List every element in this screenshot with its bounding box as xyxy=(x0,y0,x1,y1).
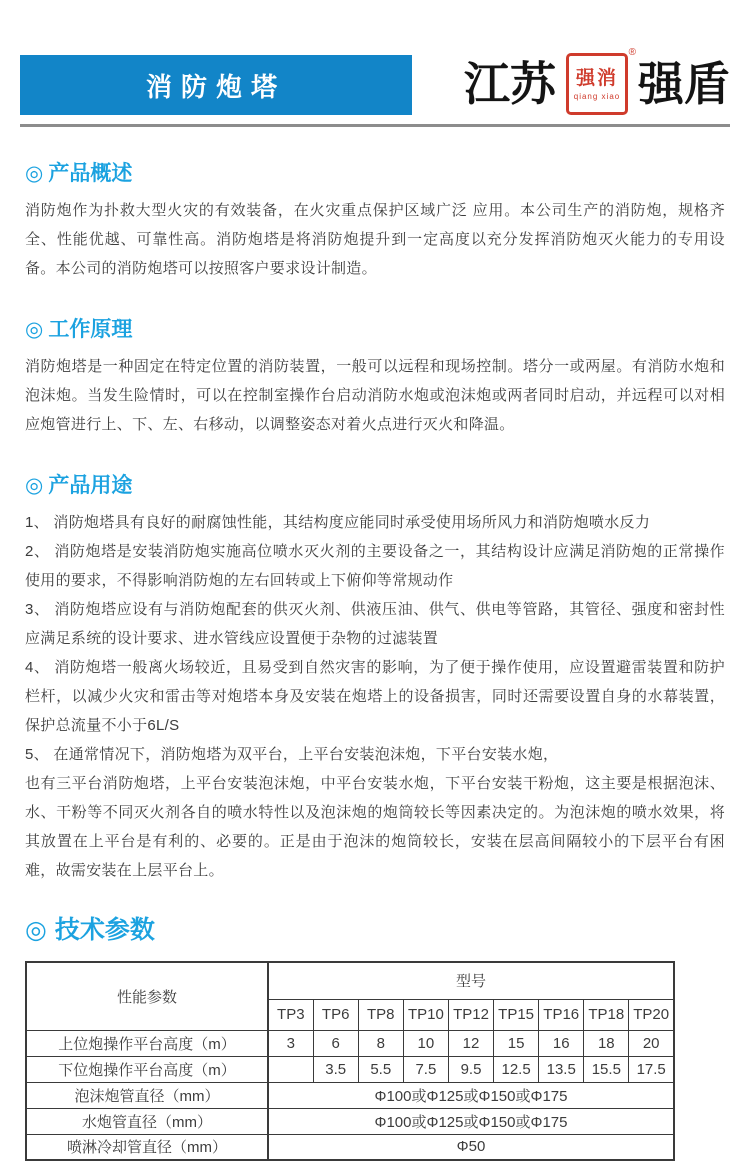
model-header-cell: TP8 xyxy=(358,999,403,1030)
value-cell: 6 xyxy=(313,1030,358,1056)
row-label-cell: 上位炮操作平台高度（m） xyxy=(26,1030,268,1056)
brand-mark-pinyin: qiang xiao xyxy=(573,91,621,101)
value-cell: 3.5 xyxy=(313,1056,358,1082)
value-cell: 12 xyxy=(448,1030,493,1056)
value-cell: 18 xyxy=(584,1030,629,1056)
model-header-cell: TP12 xyxy=(448,999,493,1030)
document-page xyxy=(0,47,750,1157)
table-row xyxy=(26,1030,674,1056)
brand-logo xyxy=(464,47,730,115)
usage-item: 1、 消防炮塔具有良好的耐腐蚀性能，其结构度应能同时承受使用场所风力和消防炮喷水反力 xyxy=(25,514,651,531)
value-cell: 7.5 xyxy=(403,1056,448,1082)
table-row xyxy=(26,1082,674,1108)
value-cell: 10 xyxy=(403,1030,448,1056)
value-cell: 12.5 xyxy=(494,1056,539,1082)
document-content xyxy=(0,161,750,945)
model-group-header: 型号 xyxy=(268,962,674,999)
section-title: 产品概述 xyxy=(48,162,133,185)
brand-mark-icon xyxy=(566,47,636,115)
value-cell: 8 xyxy=(358,1030,403,1056)
brand-right-text: 强盾 xyxy=(638,58,730,110)
registered-trademark-icon: ® xyxy=(628,47,636,58)
row-label-cell: 水炮管直径（mm） xyxy=(26,1108,268,1134)
section-heading-usage xyxy=(25,473,725,499)
table-row xyxy=(26,1134,674,1160)
section-heading-overview xyxy=(25,161,725,187)
value-cell: 13.5 xyxy=(539,1056,584,1082)
model-header-cell: TP10 xyxy=(403,999,448,1030)
section-title: 工作原理 xyxy=(48,318,133,341)
row-label-cell: 下位炮操作平台高度（m） xyxy=(26,1056,268,1082)
table-header-row xyxy=(26,962,674,999)
product-title-banner xyxy=(20,55,412,115)
specs-table xyxy=(25,961,675,1161)
model-header-cell: TP18 xyxy=(584,999,629,1030)
page-header xyxy=(20,47,730,115)
value-cell: 3 xyxy=(268,1030,313,1056)
value-cell: 15.5 xyxy=(584,1056,629,1082)
overview-body: 消防炮作为扑救大型火灾的有效装备，在火灾重点保护区域广泛 应用。本公司生产的消防炮，规格齐全、性能优越、可靠性高。消防炮塔是将消防炮提升到一定高度以充分发挥消防炮灭火能力的专用设备。本公司的消防炮塔可以按照客户要求设计制造。 xyxy=(25,202,725,277)
section-title: 技术参数 xyxy=(54,916,155,944)
bullseye-icon: ◎ xyxy=(25,318,44,341)
span-value-cell: Φ100或Φ125或Φ150或Φ175 xyxy=(268,1082,674,1108)
header-divider xyxy=(20,124,730,127)
corner-header-cell: 性能参数 xyxy=(26,962,268,1030)
span-value-cell: Φ50 xyxy=(268,1134,674,1160)
value-cell: 15 xyxy=(494,1030,539,1056)
usage-item: 也有三平台消防炮塔，上平台安装泡沫炮，中平台安装水炮，下平台安装干粉炮，这主要是根据泡沫、水、干粉等不同灭火剂各自的喷水特性以及泡沫炮的炮筒较长等因素决定的。为泡沫炮的喷水效果，将其放置在上平台是有利的、必要的。正是由于泡沫的炮筒较长，安装在层高间隔较小的下层平台有困难，故需安装在上层平台上。 xyxy=(25,775,725,879)
value-cell: 9.5 xyxy=(448,1056,493,1082)
principle-body: 消防炮塔是一种固定在特定位置的消防装置，一般可以远程和现场控制。塔分一或两屋。有消防水炮和泡沫炮。当发生险情时，可以在控制室操作台启动消防水炮或泡沫炮或两者同时启动，并远程可以对相应炮管进行上、下、左、右移动，以调整姿态对着火点进行灭火和降温。 xyxy=(25,358,725,433)
section-heading-principle xyxy=(25,317,725,343)
row-label-cell: 泡沫炮管直径（mm） xyxy=(26,1082,268,1108)
brand-mark-text: 强消 xyxy=(575,67,618,89)
value-cell: 20 xyxy=(629,1030,674,1056)
model-header-cell: TP16 xyxy=(539,999,584,1030)
usage-item: 2、 消防炮塔是安装消防炮实施高位喷水灭火剂的主要设备之一，其结构设计应满足消防炮的正常操作使用的要求，不得影响消防炮的左右回转或上下俯仰等常规动作 xyxy=(25,543,725,589)
model-header-cell: TP20 xyxy=(629,999,674,1030)
product-title: 消防炮塔 xyxy=(145,71,286,102)
table-row xyxy=(26,1108,674,1134)
model-header-cell: TP3 xyxy=(268,999,313,1030)
row-label-cell: 喷淋冷却管直径（mm） xyxy=(26,1134,268,1160)
value-cell: 16 xyxy=(539,1030,584,1056)
value-cell: 17.5 xyxy=(629,1056,674,1082)
section-heading-specs xyxy=(25,915,725,945)
usage-item: 5、 在通常情况下，消防炮塔为双平台，上平台安装泡沫炮，下平台安装水炮， xyxy=(25,746,559,763)
bullseye-icon: ◎ xyxy=(25,916,47,944)
section-title: 产品用途 xyxy=(48,474,133,497)
bullseye-icon: ◎ xyxy=(25,474,44,497)
usage-item: 4、 消防炮塔一般离火场较近，且易受到自然灾害的影响，为了便于操作使用，应设置避雷装置和防护栏杆，以减少火灾和雷击等对炮塔本身及安装在炮塔上的设备损害，同时还需要设置自身的水幕装置，保护总流量不小于6L/S xyxy=(25,659,725,734)
usage-item: 3、 消防炮塔应设有与消防炮配套的供灭火剂、供液压油、供气、供电等管路，其管径、强度和密封性应满足系统的设计要求、进水管线应设置便于杂物的过滤装置 xyxy=(25,601,725,647)
model-header-cell: TP6 xyxy=(313,999,358,1030)
bullseye-icon: ◎ xyxy=(25,162,44,185)
value-cell: 5.5 xyxy=(358,1056,403,1082)
model-header-cell: TP15 xyxy=(494,999,539,1030)
brand-left-text: 江苏 xyxy=(464,58,556,110)
span-value-cell: Φ100或Φ125或Φ150或Φ175 xyxy=(268,1108,674,1134)
